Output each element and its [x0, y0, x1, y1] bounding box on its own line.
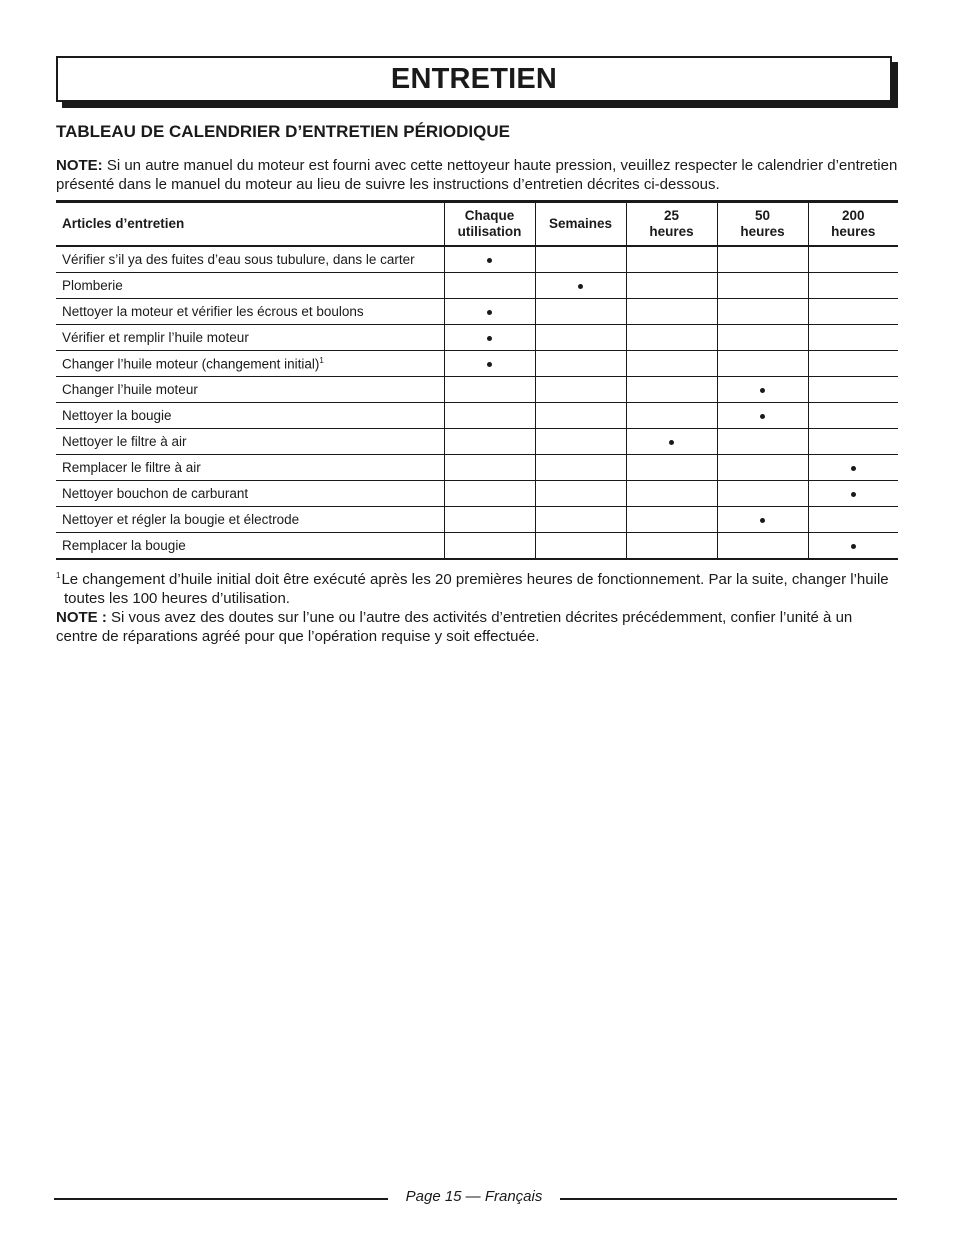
schedule-cell — [626, 325, 717, 351]
maintenance-item — [56, 403, 444, 429]
maintenance-item-label: Nettoyer le filtre à air — [62, 434, 187, 449]
schedule-cell — [808, 481, 898, 507]
bullet-icon — [760, 518, 765, 523]
schedule-cell — [717, 481, 808, 507]
maintenance-item — [56, 507, 444, 533]
schedule-cell — [535, 533, 626, 560]
schedule-cell — [808, 429, 898, 455]
maintenance-item-label: Nettoyer la bougie — [62, 408, 172, 423]
maintenance-item-label: Changer l’huile moteur — [62, 382, 198, 397]
note-bottom-label: NOTE : — [56, 609, 107, 626]
bullet-icon — [487, 258, 492, 263]
schedule-cell — [717, 246, 808, 273]
table-row — [56, 533, 898, 560]
note-top-label: NOTE: — [56, 157, 103, 174]
schedule-cell — [717, 325, 808, 351]
schedule-cell — [444, 403, 535, 429]
schedule-cell — [626, 299, 717, 325]
schedule-cell — [626, 455, 717, 481]
table-row — [56, 351, 898, 377]
maintenance-item — [56, 455, 444, 481]
bullet-icon — [669, 440, 674, 445]
note-top — [56, 156, 898, 194]
maintenance-item — [56, 429, 444, 455]
table-row — [56, 325, 898, 351]
maintenance-item — [56, 351, 444, 377]
footer-rule-left — [54, 1198, 388, 1200]
schedule-cell — [535, 481, 626, 507]
maintenance-item — [56, 481, 444, 507]
maintenance-item — [56, 377, 444, 403]
schedule-cell — [808, 455, 898, 481]
schedule-cell — [444, 429, 535, 455]
schedule-cell — [535, 273, 626, 299]
schedule-cell — [444, 507, 535, 533]
schedule-cell — [717, 273, 808, 299]
table-row — [56, 507, 898, 533]
schedule-cell — [717, 377, 808, 403]
bullet-icon — [851, 544, 856, 549]
note-top-text: Si un autre manuel du moteur est fourni avec cette nettoyeur haute pression, veuillez respecter le calendrier d’entretien présenté dans le manuel du moteur au lieu de suivre les instructions d’entretien décrites ci-dessous. — [56, 157, 898, 193]
maintenance-item — [56, 299, 444, 325]
page-footer: Page 15 — Français — [405, 1188, 543, 1205]
schedule-cell — [626, 351, 717, 377]
schedule-cell — [626, 507, 717, 533]
schedule-cell — [535, 246, 626, 273]
maintenance-item — [56, 246, 444, 273]
table-row — [56, 273, 898, 299]
bullet-icon — [487, 310, 492, 315]
schedule-cell — [444, 351, 535, 377]
bullet-icon — [487, 336, 492, 341]
schedule-cell — [626, 273, 717, 299]
schedule-cell — [808, 351, 898, 377]
bullet-icon — [578, 284, 583, 289]
bullet-icon — [851, 492, 856, 497]
schedule-cell — [626, 246, 717, 273]
schedule-cell — [535, 455, 626, 481]
bullet-icon — [760, 388, 765, 393]
footer-rule-right — [560, 1198, 897, 1200]
bullet-icon — [487, 362, 492, 367]
schedule-cell — [626, 533, 717, 560]
table-row — [56, 429, 898, 455]
table-header-row — [56, 202, 898, 247]
schedule-cell — [717, 403, 808, 429]
schedule-cell — [444, 455, 535, 481]
table-row — [56, 403, 898, 429]
table-row — [56, 455, 898, 481]
column-header-200-hours: 200 heures — [808, 202, 898, 247]
table-row — [56, 246, 898, 273]
footnote-marker: 1 — [56, 571, 61, 580]
maintenance-item — [56, 533, 444, 560]
maintenance-item-label: Remplacer le filtre à air — [62, 460, 201, 475]
schedule-cell — [626, 481, 717, 507]
schedule-cell — [444, 299, 535, 325]
footnote — [56, 566, 906, 608]
table-row — [56, 299, 898, 325]
maintenance-item-label: Nettoyer bouchon de carburant — [62, 486, 249, 501]
note-bottom-text: Si vous avez des doutes sur l’une ou l’autre des activités d’entretien décrites précédemment, confier l’unité à un centre de réparations agréé pour que l’opération requise y soit effectuée. — [56, 609, 853, 645]
schedule-cell — [808, 273, 898, 299]
schedule-cell — [444, 533, 535, 560]
schedule-cell — [535, 351, 626, 377]
table-row — [56, 377, 898, 403]
section-heading: TABLEAU DE CALENDRIER D’ENTRETIEN PÉRIODIQUE — [56, 122, 510, 141]
schedule-cell — [808, 533, 898, 560]
maintenance-item-label: Vérifier et remplir l’huile moteur — [62, 330, 249, 345]
maintenance-item-label: Nettoyer la moteur et vérifier les écrous et boulons — [62, 304, 364, 319]
schedule-cell — [535, 403, 626, 429]
maintenance-item — [56, 273, 444, 299]
page-title: ENTRETIEN — [390, 62, 558, 95]
footnote-text: Le changement d’huile initial doit être exécuté après les 20 premières heures de fonctionnement. Par la suite, changer l’huile toutes les 100 heures d’utilisation. — [61, 571, 889, 607]
table-row — [56, 481, 898, 507]
maintenance-schedule-table — [56, 200, 898, 560]
column-header-50-hours: 50 heures — [717, 202, 808, 247]
schedule-cell — [535, 299, 626, 325]
schedule-cell — [444, 325, 535, 351]
bullet-icon — [760, 414, 765, 419]
column-header-each-use: Chaque utilisation — [444, 202, 535, 247]
column-header-weeks: Semaines — [535, 202, 626, 247]
schedule-cell — [626, 429, 717, 455]
schedule-cell — [808, 377, 898, 403]
schedule-cell — [717, 533, 808, 560]
schedule-cell — [444, 246, 535, 273]
schedule-cell — [535, 377, 626, 403]
schedule-cell — [626, 377, 717, 403]
schedule-cell — [808, 507, 898, 533]
maintenance-item-label: Plomberie — [62, 278, 123, 293]
maintenance-item-label: Nettoyer et régler la bougie et électrode — [62, 512, 300, 527]
schedule-cell — [717, 507, 808, 533]
schedule-cell — [808, 246, 898, 273]
maintenance-item-label: Changer l’huile moteur (changement initial) — [62, 356, 320, 372]
schedule-cell — [808, 299, 898, 325]
maintenance-item — [56, 325, 444, 351]
schedule-cell — [535, 325, 626, 351]
schedule-cell — [717, 429, 808, 455]
column-header-25-hours: 25 heures — [626, 202, 717, 247]
footnote-ref: 1 — [319, 355, 324, 365]
schedule-cell — [444, 481, 535, 507]
note-bottom — [56, 608, 898, 646]
title-box — [56, 56, 892, 102]
schedule-cell — [717, 351, 808, 377]
schedule-cell — [717, 299, 808, 325]
maintenance-item-label: Vérifier s’il ya des fuites d’eau sous tubulure, dans le carter — [62, 252, 415, 267]
schedule-cell — [535, 429, 626, 455]
bullet-icon — [851, 466, 856, 471]
maintenance-item-label: Remplacer la bougie — [62, 538, 186, 553]
schedule-cell — [444, 377, 535, 403]
schedule-cell — [717, 455, 808, 481]
column-header-items: Articles d’entretien — [56, 202, 444, 247]
schedule-cell — [444, 273, 535, 299]
schedule-cell — [626, 403, 717, 429]
schedule-cell — [535, 507, 626, 533]
schedule-cell — [808, 325, 898, 351]
schedule-cell — [808, 403, 898, 429]
